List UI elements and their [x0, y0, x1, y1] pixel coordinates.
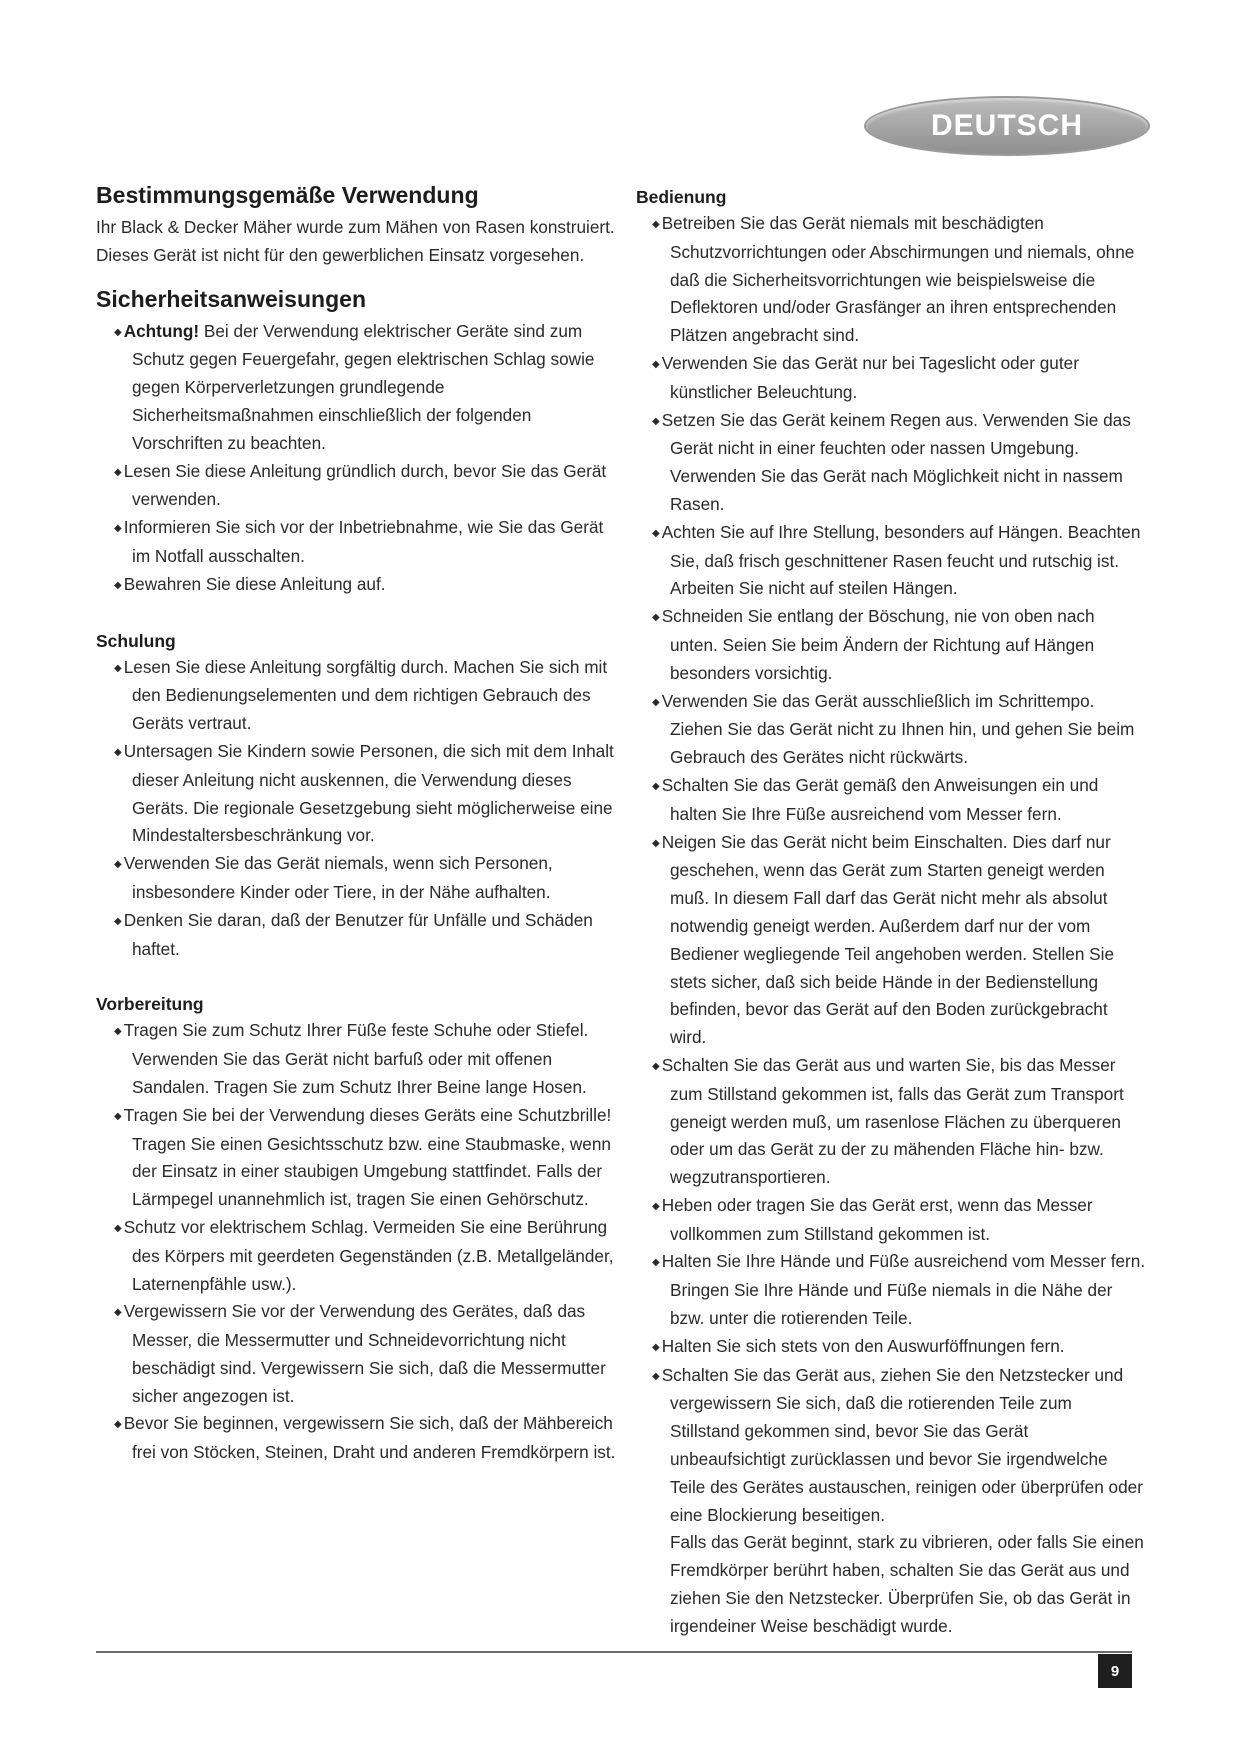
list-item: [636, 1052, 1146, 1192]
diamond-bullet-icon: ◆: [114, 1026, 122, 1038]
list-item-text: Tragen Sie bei der Verwendung dieses Geräts eine Schutzbrille! Tragen Sie einen Gesichtsschutz bzw. eine Staubmaske, wenn der Einsatz in einer staubigen Umgebung stattfindet. Falls der Lärmpegel unannehmlich ist, tragen Sie einen Gehörschutz.: [123, 1104, 612, 1210]
list-item: [96, 571, 616, 600]
list-item-text: Denken Sie daran, daß der Benutzer für Unfälle und Schäden haftet.: [123, 909, 593, 959]
list-item-text: Halten Sie sich stets von den Auswurföffnungen fern.: [661, 1335, 1065, 1356]
list-item: [636, 603, 1146, 687]
list-item: [96, 458, 616, 515]
list-item: [96, 850, 616, 907]
list-item-text: Schutz vor elektrischem Schlag. Vermeiden Sie eine Berührung des Körpers mit geerdeten Gegenständen (z.B. Metallgeländer, Laternenpfähle usw.).: [123, 1216, 614, 1294]
list-item-text: Schneiden Sie entlang der Böschung, nie von oben nach unten. Seien Sie beim Ändern der Richtung auf Hängen besonders vorsichtig.: [661, 606, 1095, 683]
list-item: [636, 1333, 1146, 1362]
right-column: [636, 180, 1146, 1641]
diamond-bullet-icon: ◆: [114, 1419, 122, 1431]
list-item-text: Bevor Sie beginnen, vergewissern Sie sich, daß der Mähbereich frei von Stöcken, Steinen, Draht und anderen Fremdkörpern ist.: [123, 1413, 616, 1463]
diamond-bullet-icon: ◆: [114, 1222, 122, 1234]
diamond-bullet-icon: ◆: [114, 326, 122, 338]
section-title-safety: Sicherheitsanweisungen: [96, 285, 367, 312]
list-item-text: Setzen Sie das Gerät keinem Regen aus. Verwenden Sie das Gerät nicht in einer feuchten oder nassen Umgebung. Verwenden Sie das Gerät nach Möglichkeit nicht in nassem Rasen.: [661, 409, 1131, 514]
list-item: [636, 210, 1146, 350]
diamond-bullet-icon: ◆: [652, 1200, 660, 1212]
left-column: [96, 180, 616, 1467]
list-item: [636, 407, 1146, 519]
list-item-text: Informieren Sie sich vor der Inbetriebnahme, wie Sie das Gerät im Notfall ausschalten.: [123, 517, 604, 566]
diamond-bullet-icon: ◆: [114, 915, 122, 927]
list-item-text: Halten Sie Ihre Hände und Füße ausreichend vom Messer fern. Bringen Sie Ihre Hände und Füße niemals in die Nähe der bzw. unter die rotierenden Teile.: [661, 1251, 1146, 1329]
list-item-text: Tragen Sie zum Schutz Ihrer Füße feste Schuhe oder Stiefel. Verwenden Sie das Gerät nicht barfuß oder mit offenen Sandalen. Tragen Sie zum Schutz Ihrer Beine lange Hosen.: [123, 1020, 589, 1097]
list-item-text: Bewahren Sie diese Anleitung auf.: [123, 573, 386, 594]
diamond-bullet-icon: ◆: [652, 612, 660, 624]
list-item-text: Neigen Sie das Gerät nicht beim Einschalten. Dies darf nur geschehen, wenn das Gerät zum Starten geneigt werden muß. In diesem Fall darf das Gerät nicht mehr als absolut notwendig geneigt werden. Außerdem darf nur der vom Bediener wegliegende Teil angehoben werden. Stellen Sie stets sicher, daß sich beide Hände in der Bedienstellung befinden, bevor das Gerät auf den Boden zurückgebracht wird.: [661, 831, 1115, 1048]
list-item-text: Schalten Sie das Gerät aus, ziehen Sie den Netzstecker und vergewissern Sie sich, daß die rotierenden Teile zum Stillstand gekommen sind, bevor Sie das Gerät unbeaufsichtigt zurücklassen und bevor Sie irgendwelche Teile des Gerätes austauschen, reinigen oder überprüfen oder eine Blockierung beseitigen.: [661, 1364, 1143, 1525]
list-item-text: Verwenden Sie das Gerät ausschließlich im Schrittempo. Ziehen Sie das Gerät nicht zu Ihnen hin, und gehen Sie beim Gebrauch des Gerätes nicht rückwärts.: [661, 690, 1135, 768]
diamond-bullet-icon: ◆: [114, 523, 122, 535]
list-item: [636, 772, 1146, 829]
diamond-bullet-icon: ◆: [652, 527, 660, 539]
subsection-title-operation: Bedienung: [636, 187, 727, 207]
list-item-text: Schalten Sie das Gerät aus und warten Sie, bis das Messer zum Stillstand gekommen ist, falls das Gerät zum Transport geneigt werden muß, um rasenlose Flächen zu überqueren oder um das Gerät zu der zu mähenden Fläche hin- bzw. wegzutransportieren.: [661, 1054, 1124, 1188]
list-item-text: Lesen Sie diese Anleitung sorgfältig durch. Machen Sie sich mit den Bedienungselementen und dem richtigen Gebrauch des Geräts vertraut.: [123, 656, 608, 734]
page-number: 9: [1098, 1654, 1132, 1688]
list-item: [636, 1362, 1146, 1641]
list-item: [96, 654, 616, 738]
language-tab: DEUTSCH: [864, 96, 1150, 156]
list-item-text: Untersagen Sie Kindern sowie Personen, die sich mit dem Inhalt dieser Anleitung nicht auskennen, die Verwendung dieses Geräts. Die regionale Gesetzgebung sieht möglicherweise eine Mindestaltersbeschränkung vor.: [123, 740, 614, 846]
preparation-list: [96, 1017, 616, 1467]
diamond-bullet-icon: ◆: [652, 696, 660, 708]
list-item-text: Verwenden Sie das Gerät niemals, wenn sich Personen, insbesondere Kinder oder Tiere, in der Nähe aufhalten.: [123, 853, 553, 902]
subsection-title-training: Schulung: [96, 630, 176, 651]
footer-divider: [96, 1651, 1132, 1653]
section-title-intended-use: Bestimmungsgemäße Verwendung: [96, 182, 479, 208]
warning-label: Achtung!: [123, 320, 200, 341]
list-item: [636, 519, 1146, 603]
list-item: [636, 688, 1146, 772]
subsection-title-preparation: Vorbereitung: [96, 994, 204, 1015]
list-item-text: Verwenden Sie das Gerät nur bei Tageslicht oder guter künstlicher Beleuchtung.: [661, 352, 1079, 402]
list-item: [96, 318, 616, 458]
list-item-text: Schalten Sie das Gerät gemäß den Anweisungen ein und halten Sie Ihre Füße ausreichend vom Messer fern.: [661, 774, 1099, 824]
list-item: [96, 1410, 616, 1467]
list-item: [636, 1192, 1146, 1249]
list-item: [96, 1214, 616, 1298]
list-item-text: Betreiben Sie das Gerät niemals mit beschädigten Schutzvorrichtungen oder Abschirmungen und niemals, ohne daß die Sicherheitsvorrichtungen wie beispielsweise die Deflektoren und/oder Grasfänger an ihren entsprechenden Plätzen angebracht sind.: [661, 213, 1135, 346]
diamond-bullet-icon: ◆: [652, 1341, 660, 1353]
diamond-bullet-icon: ◆: [652, 1060, 660, 1072]
list-item: [636, 350, 1146, 407]
diamond-bullet-icon: ◆: [114, 746, 122, 758]
diamond-bullet-icon: ◆: [114, 1307, 122, 1319]
diamond-bullet-icon: ◆: [114, 579, 122, 591]
operation-list: [636, 210, 1146, 1641]
list-item: [96, 1017, 616, 1101]
diamond-bullet-icon: ◆: [652, 415, 660, 427]
list-item: [96, 514, 616, 571]
diamond-bullet-icon: ◆: [114, 662, 122, 674]
list-item: [636, 1248, 1146, 1332]
training-list: [96, 654, 616, 964]
list-item-text: Heben oder tragen Sie das Gerät erst, wenn das Messer vollkommen zum Stillstand gekommen ist.: [661, 1194, 1093, 1244]
diamond-bullet-icon: ◆: [114, 1110, 122, 1122]
list-item: [96, 1102, 616, 1214]
warning-text: Bei der Verwendung elektrischer Geräte sind zum Schutz gegen Feuergefahr, gegen elektrischen Schlag sowie gegen Körperverletzungen grundlegende Sicherheitsmaßnahmen einschließlich der folgenden Vorschriften zu beachten.: [132, 320, 595, 453]
intended-use-paragraph: Dieses Gerät ist nicht für den gewerblichen Einsatz vorgesehen.: [96, 244, 585, 265]
safety-list: [96, 318, 616, 600]
diamond-bullet-icon: ◆: [652, 219, 660, 230]
diamond-bullet-icon: ◆: [652, 358, 660, 370]
diamond-bullet-icon: ◆: [652, 1370, 660, 1382]
list-item: [96, 907, 616, 964]
list-item-text: Achten Sie auf Ihre Stellung, besonders auf Hängen. Beachten Sie, daß frisch geschnittener Rasen feucht und rutschig ist. Arbeiten Sie nicht auf steilen Hängen.: [661, 521, 1141, 599]
list-item-extra-text: Falls das Gerät beginnt, stark zu vibrieren, oder falls Sie einen Fremdkörper berührt haben, schalten Sie das Gerät aus und ziehen Sie den Netzstecker. Überprüfen Sie, ob das Gerät in irgendeiner Weise beschädigt wurde.: [670, 1532, 1144, 1636]
intended-use-paragraph: Ihr Black & Decker Mäher wurde zum Mähen von Rasen konstruiert.: [96, 217, 615, 237]
list-item: [96, 1298, 616, 1410]
diamond-bullet-icon: ◆: [652, 837, 660, 849]
diamond-bullet-icon: ◆: [114, 466, 122, 478]
list-item-text: Lesen Sie diese Anleitung gründlich durch, bevor Sie das Gerät verwenden.: [123, 460, 607, 510]
list-item: [636, 829, 1146, 1052]
list-item: [96, 738, 616, 850]
list-item-text: Vergewissern Sie vor der Verwendung des Gerätes, daß das Messer, die Messermutter und Schneidevorrichtung nicht beschädigt sind. Vergewissern Sie sich, daß die Messermutter sicher angezogen ist.: [123, 1301, 606, 1406]
diamond-bullet-icon: ◆: [652, 1257, 660, 1269]
diamond-bullet-icon: ◆: [114, 859, 122, 871]
diamond-bullet-icon: ◆: [652, 780, 660, 792]
